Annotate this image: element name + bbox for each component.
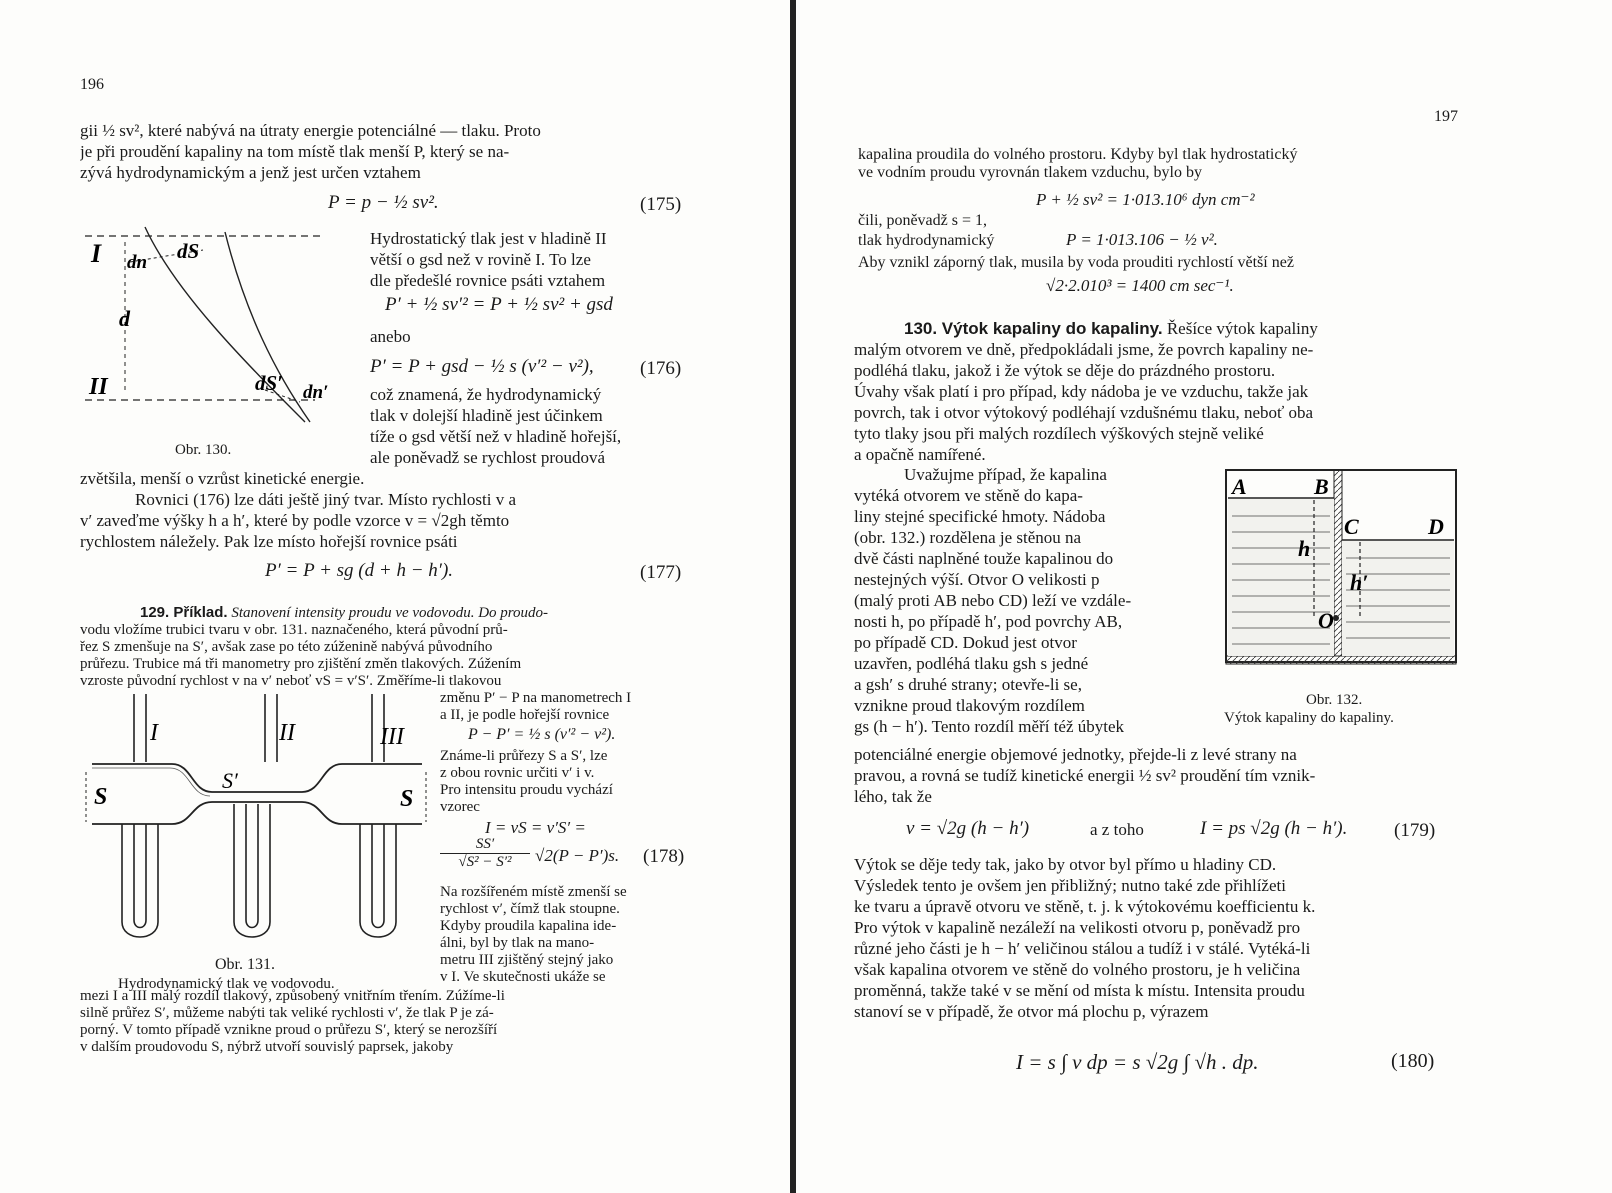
text-line: uzavřen, podléhá tlaku gsh s jedné <box>854 654 1089 673</box>
liquid-right <box>1342 540 1454 656</box>
figure-132 <box>1224 466 1460 688</box>
text-line: stanoví se v případě, že otvor má plochu p, výrazem <box>854 1002 1209 1021</box>
section-130-paragraph <box>854 318 1458 465</box>
label-dS: dS <box>177 239 200 263</box>
text-line: rychlost v′, čímž tlak stoupne. <box>440 901 620 917</box>
text-line: tyto tlaky jsou při malých rozdílech výškových stejně veliké <box>854 424 1264 443</box>
text-line: ve vodním proudu vyrovnán tlakem vzduchu, bylo by <box>858 164 1202 181</box>
equation-number-180: (180) <box>1391 1050 1435 1072</box>
equation-178-part1: I = vS = v′S′ = <box>485 818 586 837</box>
text-line: Pro výtok v kapalině nezáleží na velikosti otvoru p, poněvadž pro <box>854 918 1301 937</box>
u-tube-II-inner <box>246 804 258 928</box>
text-line: povrch, tak i otvor výtokový podléhají vzdušnému tlaku, neboť oba <box>854 403 1314 422</box>
label-dn: dn <box>127 252 148 273</box>
text-line: z obou rovnic určiti v′ i v. <box>440 765 595 781</box>
text-line: však kapalina otvorem ve stěně do volného prostoru, je h veličina <box>854 960 1301 979</box>
text-line: malým otvorem ve dně, předpokládali jsme, že povrch kapaliny ne- <box>854 340 1314 359</box>
label-h-prime: h′ <box>1350 570 1369 595</box>
equation-number-176: (176) <box>640 358 682 379</box>
text-line: ke tvaru a úpravě otvoru ve stěně, t. j. k výtokovému koefficientu k. <box>854 897 1316 916</box>
text-line: proměnná, takže také v se mění od místa k místu. Intensita proudu <box>854 981 1305 1000</box>
label-C: C <box>1344 514 1359 539</box>
right-page <box>796 0 1612 1193</box>
left-wrap-paragraph-2 <box>370 384 692 468</box>
text-line: Pro intensitu proudu vychází <box>440 782 613 798</box>
manometer-tubes <box>134 694 384 762</box>
text-line: (malý proti AB nebo CD) leží ve vzdále- <box>854 591 1132 610</box>
equation-number-177: (177) <box>640 562 682 583</box>
text-line: větší o gsd než v rovině I. To lze <box>370 250 591 269</box>
equation-175: P = p − ½ sv². <box>328 192 439 213</box>
left-bottom-paragraph <box>80 988 692 1056</box>
section-130-first-line: Řešíce výtok kapaliny <box>1166 319 1318 338</box>
label-A: A <box>1232 474 1247 499</box>
text-line: (obr. 132.) rozdělena je stěnou na <box>854 528 1082 547</box>
text-line: průřezu. Trubice má tři manometry pro zjištění změn tlakových. Zúžením <box>80 656 522 672</box>
page-number-right: 197 <box>1434 108 1458 125</box>
text-line: Známe-li průřezy S a S′, lze <box>440 748 608 764</box>
equation-number-178: (178) <box>643 846 685 867</box>
label-D: D <box>1428 514 1444 539</box>
text-line: zvětšila, menší o vzrůst kinetické energie. <box>80 469 365 488</box>
u-tube-I-inner <box>134 824 146 928</box>
label-I: I <box>91 239 102 268</box>
text-line: liny stejné specifické hmoty. Nádoba <box>854 507 1106 526</box>
left-wrap-paragraph-3 <box>440 690 692 724</box>
equation-179-connector: a z toho <box>1090 820 1144 839</box>
text-line: Kdyby proudila kapalina ide- <box>440 918 617 934</box>
text-line: řez S zmenšuje na S′, avšak zase po této zúženině nabývá původního <box>80 639 493 655</box>
section-130-title: 130. Výtok kapaliny do kapaliny. <box>904 319 1163 338</box>
text-line: vzorec <box>440 799 480 815</box>
right-final-paragraph <box>854 854 1458 1022</box>
text-line: silně průřez S′, můžeme nabýti tak veliké rychlosti v′, že tlak P je zá- <box>80 1005 494 1021</box>
equation-hydrodynamic: P = 1·013.106 − ½ v². <box>1066 230 1218 249</box>
pipe-bottom-wall <box>92 802 422 824</box>
text-line: zývá hydrodynamickým a jenž jest určen vztahem <box>80 163 421 182</box>
text-line: Úvahy však platí i pro případ, kdy nádoba je ve vzduchu, takže jak <box>854 382 1309 401</box>
pipe-inner-line <box>92 768 210 796</box>
equation-179-part2: I = ps √2g (h − h′). <box>1200 818 1348 839</box>
text-line: lého, tak že <box>854 787 932 806</box>
right-wrap-paragraph <box>854 464 1214 737</box>
page-number-left: 196 <box>80 76 104 93</box>
opening-O <box>1333 615 1339 621</box>
label-manometer-II: II <box>279 720 295 746</box>
figure-132-subcaption: Výtok kapaliny do kapaliny. <box>1224 710 1394 726</box>
label-dS-prime: dS′ <box>255 371 284 395</box>
equation-number-175: (175) <box>640 194 682 215</box>
figure-131 <box>82 692 432 950</box>
u-tube-III-outer <box>360 824 396 937</box>
text-line: vzroste původní rychlost v na v′ neboť vS = v′S′. Změříme-li tlakovou <box>80 673 502 689</box>
text-line: a II, je podle hořejší rovnice <box>440 707 610 723</box>
left-mid-paragraph <box>80 468 692 552</box>
equation-atmospheric: P + ½ sv² = 1·013.10⁶ dyn cm⁻² <box>1036 190 1255 209</box>
text-line: nestejných výší. Otvor O velikosti p <box>854 570 1100 589</box>
text-line: ale poněvadž se rychlost proudová <box>370 448 606 467</box>
equation-speed: √2·2.010³ = 1400 cm sec⁻¹. <box>1046 276 1234 295</box>
label-d: d <box>119 306 130 331</box>
text-line <box>854 318 1458 339</box>
text-line: Na rozšířeném místě zmenší se <box>440 884 627 900</box>
text-line: tlak v dolejší hladině jest účinkem <box>370 406 603 425</box>
anebo-text: anebo <box>370 327 411 346</box>
text-line: gii ½ sv², které nabývá na útraty energie potenciálné — tlaku. Proto <box>80 121 541 140</box>
equation-177: P′ = P + sg (d + h − h′). <box>265 560 454 581</box>
negative-pressure-line: Aby vznikl záporný tlak, musila by voda prouditi rychlostí větší než <box>858 254 1294 271</box>
text-line: změnu P′ − P na manometrech I <box>440 690 632 706</box>
text-line: álni, byl by tlak na mano- <box>440 935 595 951</box>
figure-131-subcaption: Hydrodynamický tlak ve vodovodu. <box>118 976 335 992</box>
label-dn-prime: dn′ <box>303 382 329 403</box>
text-line: po případě CD. Dokud jest otvor <box>854 633 1077 652</box>
left-top-paragraph <box>80 120 692 183</box>
text-line: vznikne proud tlakovým rozdílem <box>854 696 1085 715</box>
section-129-title: 129. Příklad. <box>140 604 228 621</box>
text-line: různé jeho části je h − h′ veličinou stálou a tudíž i v stálé. Vytéká-li <box>854 939 1311 958</box>
text-line: nosti h, po případě h′, pod povrchy AB, <box>854 612 1123 631</box>
equation-pressure-difference: P − P′ = ½ s (v′² − v²). <box>468 726 616 743</box>
figure-131-caption: Obr. 131. <box>215 956 275 973</box>
label-O: O <box>1318 608 1334 633</box>
text-line <box>80 604 692 622</box>
text-line: a gsh′ s druhé strany; otevře-li se, <box>854 675 1082 694</box>
left-page <box>0 0 790 1193</box>
text-line: kapalina proudila do volného prostoru. Kdyby byl tlak hydrostatický <box>858 146 1298 163</box>
text-line: dle předešlé rovnice psáti vztahem <box>370 271 606 290</box>
tlak-label: tlak hydrodynamický <box>858 232 995 249</box>
text-line: pravou, a rovná se tudíž kinetické energii ½ sv² proudění tím vznik- <box>854 766 1316 785</box>
manometer-I <box>134 694 146 762</box>
equation-178-fraction <box>440 836 530 871</box>
text-line: a opačně namířené. <box>854 445 986 464</box>
section-129-paragraph <box>80 604 692 690</box>
right-top-paragraph <box>858 146 1458 182</box>
u-tube-III-inner <box>372 824 384 928</box>
figure-130 <box>85 222 365 452</box>
label-manometer-III: III <box>380 724 404 750</box>
left-wrap-paragraph-1 <box>370 228 692 291</box>
dividing-wall <box>1334 470 1342 656</box>
text-line: rychlostem náležely. Pak lze místo hořejší rovnice psáti <box>80 532 458 551</box>
fraction-denominator: √S² − S′² <box>458 854 512 870</box>
figure-130-caption: Obr. 130. <box>175 442 232 458</box>
label-S-left: S <box>94 784 108 810</box>
equation-number-179: (179) <box>1394 820 1436 841</box>
u-tube-I-outer <box>122 824 158 937</box>
equation-178-part2: √2(P − P′)s. <box>535 846 620 865</box>
text-line: tíže o gsd větší než v hladině hořejší, <box>370 427 622 446</box>
text-line: dvě části naplněné touže kapalinou do <box>854 549 1114 568</box>
vessel-bottom <box>1226 656 1456 664</box>
text-line: v′ zaveďme výšky h a h′, které by podle vzorce v = √2gh těmto <box>80 511 510 530</box>
equation-179-part1: v = √2g (h − h′) <box>906 818 1030 839</box>
equation-energy: P′ + ½ sv′² = P + ½ sv² + gsd <box>385 294 613 315</box>
text-line: je při proudění kapaliny na tom místě tlak menší P, který se na- <box>80 142 510 161</box>
label-h: h <box>1298 536 1311 561</box>
manometer-II <box>265 694 277 762</box>
label-S-right: S <box>400 786 414 812</box>
label-II: II <box>89 374 108 400</box>
text-line: Výtok se děje tedy tak, jako by otvor byl přímo u hladiny CD. <box>854 855 1277 874</box>
text-line: mezi I a III malý rozdíl tlakový, způsobený vnitřním třením. Zúžíme-li <box>80 988 505 1004</box>
text-line: gs (h − h′). Tento rozdíl měří též úbytek <box>854 717 1125 736</box>
text-line: což znamená, že hydrodynamický <box>370 385 602 404</box>
cili-line: čili, poněvadž s = 1, <box>858 212 987 229</box>
label-B: B <box>1314 474 1329 499</box>
text-line: vytéká otvorem ve stěně do kapa- <box>854 486 1083 505</box>
u-tube-II-outer <box>234 804 270 937</box>
section-129-first-line: Stanovení intensity proudu ve vodovodu. Do proudo- <box>231 605 549 621</box>
text-line: Výsledek tento je ovšem jen přibližný; nutno také zde přihlížeti <box>854 876 1286 895</box>
text-line: Uvažujme případ, že kapalina <box>904 465 1107 484</box>
right-after-paragraph <box>854 744 1458 807</box>
equation-180: I = s ∫ v dp = s √2g ∫ √h . dp. <box>1016 1050 1259 1074</box>
left-wrap-paragraph-5 <box>440 884 692 986</box>
text-line: potenciálné energie objemové jednotky, přejde-li z levé strany na <box>854 745 1297 764</box>
label-S-prime: S′ <box>222 768 238 793</box>
text-line: podléhá tlaku, jakož i že výtok se děje do prázdného prostoru. <box>854 361 1276 380</box>
text-line: vodu vložíme trubici tvaru v obr. 131. naznačeného, která původní prů- <box>80 622 508 638</box>
text-line: v dalším proudovodu S, nýbrž utvoří souvislý paprsek, jakoby <box>80 1039 454 1055</box>
text-line: Hydrostatický tlak jest v hladině II <box>370 229 607 248</box>
text-line: metru III zjištěný stejný jako <box>440 952 614 968</box>
fraction-numerator: SS′ <box>440 836 530 854</box>
figure-132-caption: Obr. 132. <box>1306 692 1363 708</box>
text-line: porný. V tomto případě vznikne proud o průřezu S′, který se nerozšíří <box>80 1022 498 1038</box>
text-line: Rovnici (176) lze dáti ještě jiný tvar. Místo rychlosti v a <box>135 490 517 509</box>
left-wrap-paragraph-4 <box>440 748 692 816</box>
text-line: v I. Ve skutečnosti ukáže se <box>440 969 606 985</box>
label-manometer-I: I <box>150 720 158 746</box>
equation-176: P′ = P + gsd − ½ s (v′² − v²), <box>370 356 594 377</box>
